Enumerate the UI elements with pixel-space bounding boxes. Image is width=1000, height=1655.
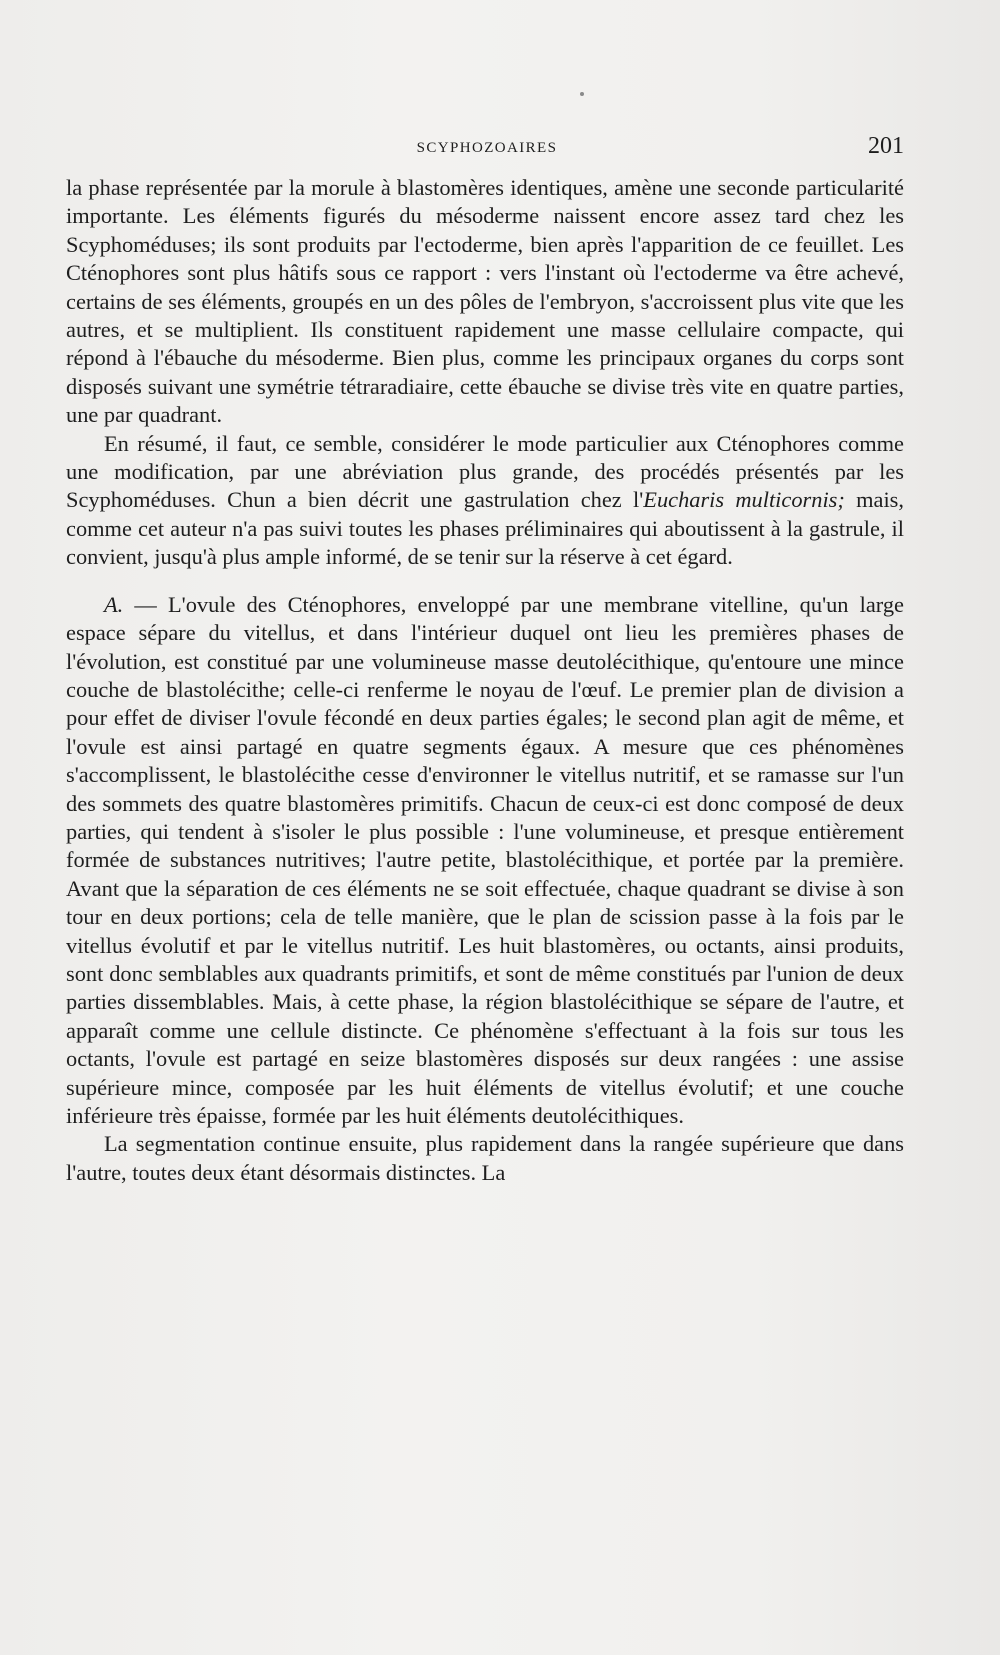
- running-title: SCYPHOZOAIRES: [416, 140, 558, 156]
- paragraph-continuation: la phase représentée par la morule à blastomères identiques, amène une seconde particularité importante. Les éléments figurés du mésoderme naissent encore assez tard chez les Scyphoméduses; ils sont produits par l'ectoderme, bien après l'apparition de ce feuillet. Les Cténophores sont plus hâtifs sous ce rapport : vers l'instant où l'ectoderme va être achevé, certains de ses éléments, groupés en un des pôles de l'embryon, s'accroissent plus vite que les autres, et se multiplient. Ils constituent rapidement une masse cellulaire compacte, qui répond à l'ébauche du mésoderme. Bien plus, comme les principaux organes du corps sont disposés suivant une symétrie tétraradiaire, cette ébauche se divise très vite en quatre parties, une par quadrant.: [66, 175, 904, 428]
- section-a-text: — L'ovule des Cténophores, enveloppé par une membrane vitelline, qu'un large espace sépare du vitellus, et dans l'intérieur duquel ont lieu les premières phases de l'évolution, est constitué par une volumineuse masse deutolécithique, qu'entoure une mince couche de blastolécithe; celle-ci renferme le noyau de l'œuf. Le premier plan de division a pour effet de diviser l'ovule fécondé en deux parties égales; le second plan agit de même, et l'ovule est ainsi partagé en quatre segments égaux. A mesure que ces phénomènes s'accomplissent, le blastolécithe cesse d'environner le vitellus nutritif, et se ramasse sur l'un des sommets des quatre blastomères primitifs. Chacun de ceux-ci est donc composé de deux parties, qui tendent à s'isoler le plus possible : l'une volumineuse, et presque entièrement formée de substances nutritives; l'autre petite, blastolécithique, et portée par la première. Avant que la séparation de ces éléments ne se soit effectuée, chaque quadrant se divise à son tour en deux portions; cela de telle manière, que le plan de scission passe à la fois par le vitellus évolutif et par le vitellus nutritif. Les huit blastomères, ou octants, ainsi produits, sont donc semblables aux quadrants primitifs, et sont de même constitués par l'union de deux parties dissemblables. Mais, à cette phase, la région blastolécithique se sépare de l'autre, et apparaît comme une cellule distincte. Ce phénomène s'effectuant à la fois sur tous les octants, l'ovule est partagé en seize blastomères disposés sur deux rangées : une assise supérieure mince, composée par les huit éléments de vitellus évolutif; et une couche inférieure très épaisse, formée par les huit éléments deutolécithiques.: [66, 591, 904, 1128]
- paragraph-summary: [66, 430, 904, 572]
- page-number: 201: [868, 133, 904, 159]
- section-label: A.: [104, 591, 124, 617]
- body-text: [66, 174, 904, 1187]
- summary-text-start: En résumé, il faut, ce semble, considérer le mode particulier aux Cténophores comme une modification, par une abréviation plus grande, des procédés présentés par les Scyphoméduses. Chun a bien décrit une gastrulation chez l': [66, 430, 904, 513]
- species-name: Eucharis multicornis;: [643, 487, 845, 513]
- paragraph-segmentation: La segmentation continue ensuite, plus rapidement dans la rangée supérieure que dans l'autre, toutes deux étant désormais distinctes. La: [66, 1131, 904, 1185]
- paper-speck: [580, 92, 584, 96]
- running-head: [70, 133, 904, 164]
- paragraph-section-a: [66, 591, 904, 1131]
- summary-text-end: mais, comme cet auteur n'a pas suivi toutes les phases préliminaires qui aboutissent à la gastrule, il convient, jusqu'à plus ample informé, de se tenir sur la réserve à cet égard.: [66, 487, 904, 570]
